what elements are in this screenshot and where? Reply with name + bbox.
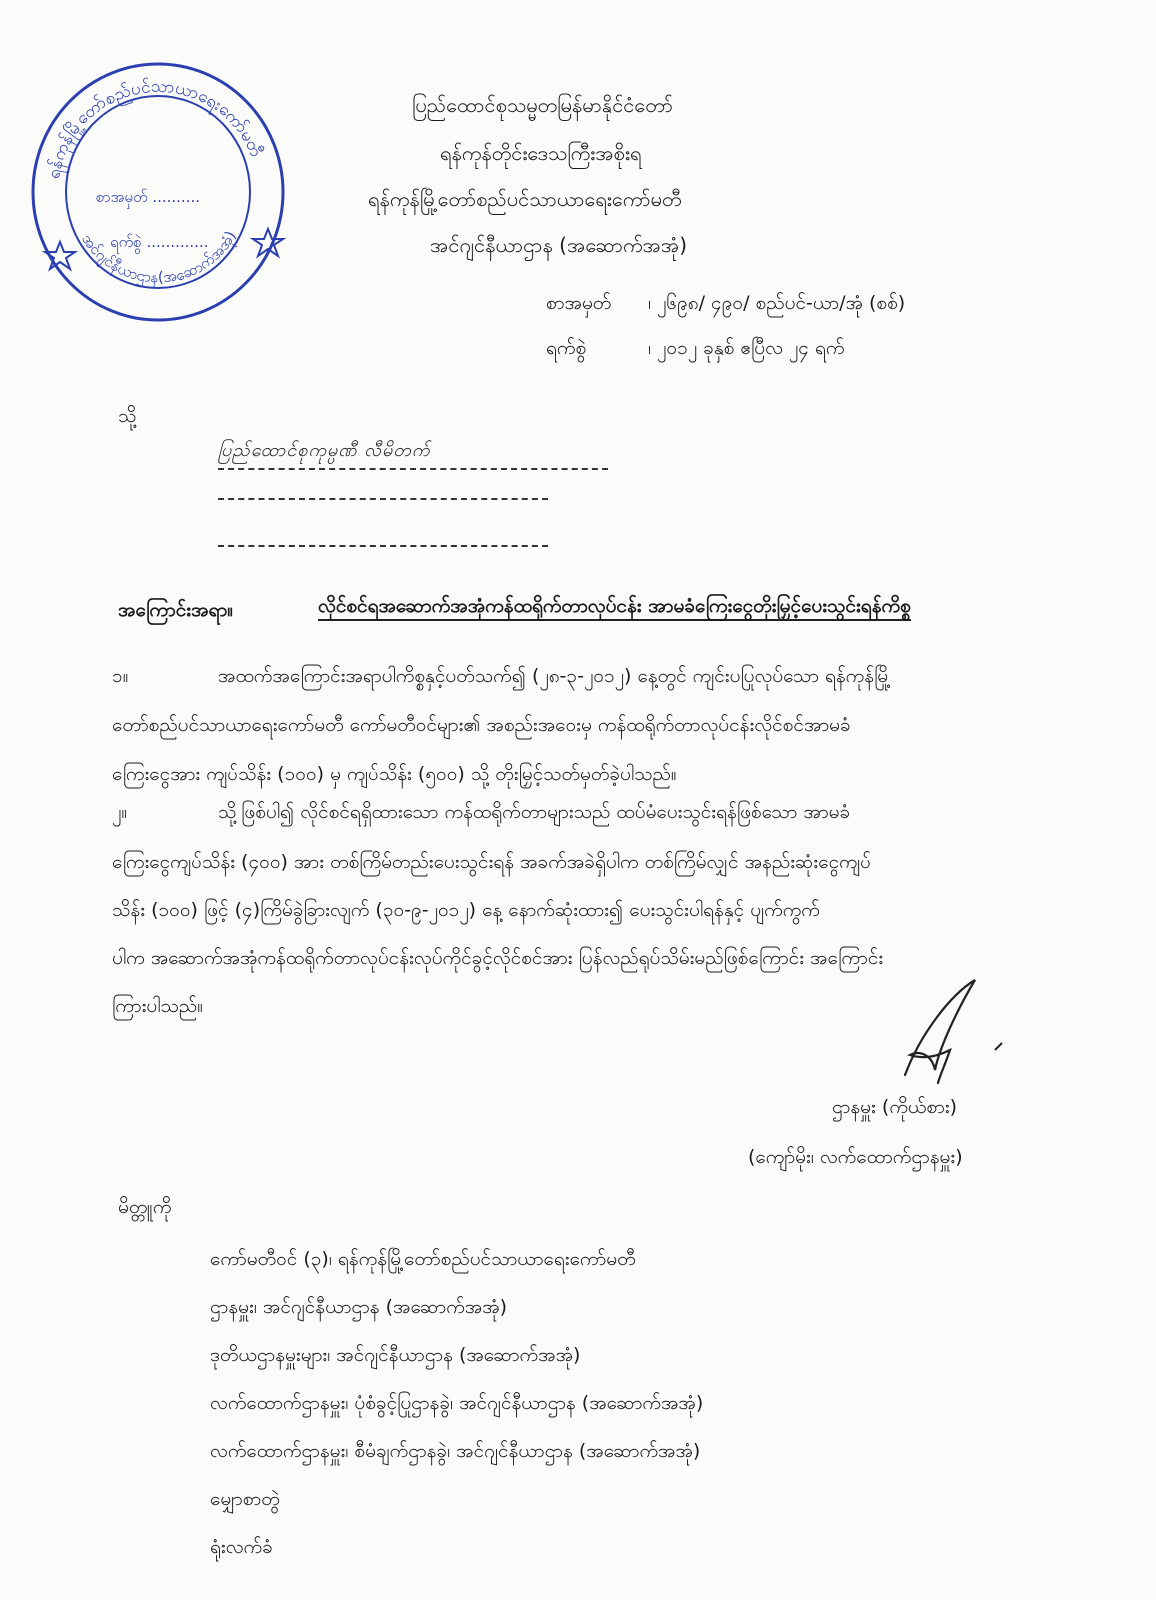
letterhead-line2: ရန်ကုန်တိုင်းဒေသကြီးအစိုးရ xyxy=(440,141,642,165)
copies-label: မိတ္တူကို xyxy=(118,1196,172,1218)
copy-item: လက်ထောက်ဌာနမှူး၊ ပုံစံခွင့်ပြုဌာနခွဲ၊ အင်ဂျင်နီယာဌာန (အဆောက်အအုံ) xyxy=(210,1392,704,1414)
letterhead-line3: ရန်ကုန်မြို့တော်စည်ပင်သာယာရေးကော်မတီ xyxy=(368,187,682,211)
copy-item: ဒုတိယဌာနမှူးများ၊ အင်ဂျင်နီယာဌာန (အဆောက်အအုံ) xyxy=(210,1344,581,1366)
ref-no-label: စာအမှတ် xyxy=(546,292,612,314)
seal-bottom-text: အင်ဂျင်နီယာဌာန(အဆောက်အအုံ) xyxy=(78,227,240,287)
para1-line3: ကြေးငွေအား ကျပ်သိန်း (၁၀၀) မှ ကျပ်သိန်း (၅၀၀) သို့ တိုးမြှင့်သတ်မှတ်ခဲ့ပါသည်။ xyxy=(112,763,677,785)
official-seal xyxy=(18,42,298,332)
to-label: သို့ xyxy=(118,405,137,427)
para2-number: ၂။ xyxy=(112,801,128,823)
para2-line4: ပါက အဆောက်အအုံကန်ထရိုက်တာလုပ်ငန်းလုပ်ကိုင်ခွင့်လိုင်စင်အား ပြန်လည်ရုပ်သိမ်းမည်ဖြစ်ကြောင်း အကြောင်း xyxy=(112,947,884,969)
para1-number: ၁။ xyxy=(112,665,129,687)
addressee-handwritten: ပြည်ထောင်စုကုမ္ပဏီ လီမိတက် xyxy=(218,440,431,461)
para2-line2: ကြေးငွေကျပ်သိန်း (၄၀၀) အား တစ်ကြိမ်တည်းပေးသွင်းရန် အခက်အခဲရှိပါက တစ်ကြိမ်လျှင် အနည်းဆုံးငွေကျပ် xyxy=(112,851,871,873)
signature-title: ဌာနမှူး (ကိုယ်စား) xyxy=(832,1096,958,1118)
ref-no-value: ၊ ၂၆၉၈/ ၄၉၀/ စည်ပင်-ယာ/အုံ (စစ်) xyxy=(648,292,906,314)
address-line xyxy=(218,498,548,500)
seal-ring-text: ရန်ကုန်မြို့တော်စည်ပင်သာယာရေးကော်မတီ xyxy=(43,76,267,181)
subject-label: အကြောင်းအရာ။ xyxy=(118,599,234,621)
copy-item: ကော်မတီဝင် (၃)၊ ရန်ကုန်မြို့တော်စည်ပင်သာယာရေးကော်မတီ xyxy=(210,1248,636,1270)
star-icon xyxy=(45,242,75,269)
ref-date-value: ၊ ၂၀၁၂ ခုနှစ် ဧပြီလ ၂၄ ရက် xyxy=(648,337,845,359)
copy-item: မျှောစာတွဲ xyxy=(210,1488,280,1510)
subject-text-value: လိုင်စင်ရအဆောက်အအုံကန်ထရိုက်တာလုပ်ငန်း အာမခံကြေးငွေတိုးမြှင့်ပေးသွင်းရန်ကိစ္စ xyxy=(318,595,911,621)
signature-scribble xyxy=(880,975,1020,1095)
subject-text xyxy=(318,594,911,622)
address-line xyxy=(218,545,548,547)
copy-item: ရုံးလက်ခံ xyxy=(210,1536,273,1558)
letterhead-line4: အင်ဂျင်နီယာဌာန (အဆောက်အအုံ) xyxy=(430,233,688,257)
seal-field-date: ရက်စွဲ ............. xyxy=(110,233,209,251)
para1-line1: အထက်အကြောင်းအရာပါကိစ္စနှင့်ပတ်သက်၍ (၂၈-၃-၂၀၁၂) နေ့တွင် ကျင်းပပြုလုပ်သော ရန်ကုန်မြို့ xyxy=(218,665,892,687)
para1-line2: တော်စည်ပင်သာယာရေးကော်မတီ ကော်မတီဝင်များ၏ အစည်းအဝေးမှ ကန်ထရိုက်တာလုပ်ငန်းလိုင်စင်အာမခံ xyxy=(112,714,851,736)
signature-name: (ကျော်မိုး၊ လက်ထောက်ဌာနမှူး) xyxy=(748,1146,963,1168)
para2-line1: သို့ဖြစ်ပါ၍ လိုင်စင်ရရှိထားသော ကန်ထရိုက်တာများသည် ထပ်မံပေးသွင်းရန်ဖြစ်သော အာမခံ xyxy=(218,801,851,823)
ref-date-label: ရက်စွဲ xyxy=(546,337,587,359)
copy-item: ဌာနမှူး၊ အင်ဂျင်နီယာဌာန (အဆောက်အအုံ) xyxy=(210,1296,508,1318)
address-line xyxy=(218,468,608,470)
copy-item: လက်ထောက်ဌာနမှူး၊ စီမံချက်ဌာနခွဲ၊ အင်ဂျင်နီယာဌာန (အဆောက်အအုံ) xyxy=(210,1440,701,1462)
letterhead-line1: ပြည်ထောင်စုသမ္မတမြန်မာနိုင်ငံတော် xyxy=(412,93,673,117)
seal-field-no: စာအမှတ် .......... xyxy=(96,188,200,206)
para2-line3: သိန်း (၁၀၀) ဖြင့် (၄)ကြိမ်ခွဲခြားလျက် (၃၀-၉-၂၀၁၂) နေ့ နောက်ဆုံးထား၍ ပေးသွင်းပါရန်နှင့် ပျက်ကွက် xyxy=(112,899,820,921)
para2-line5: ကြားပါသည်။ xyxy=(112,995,204,1017)
